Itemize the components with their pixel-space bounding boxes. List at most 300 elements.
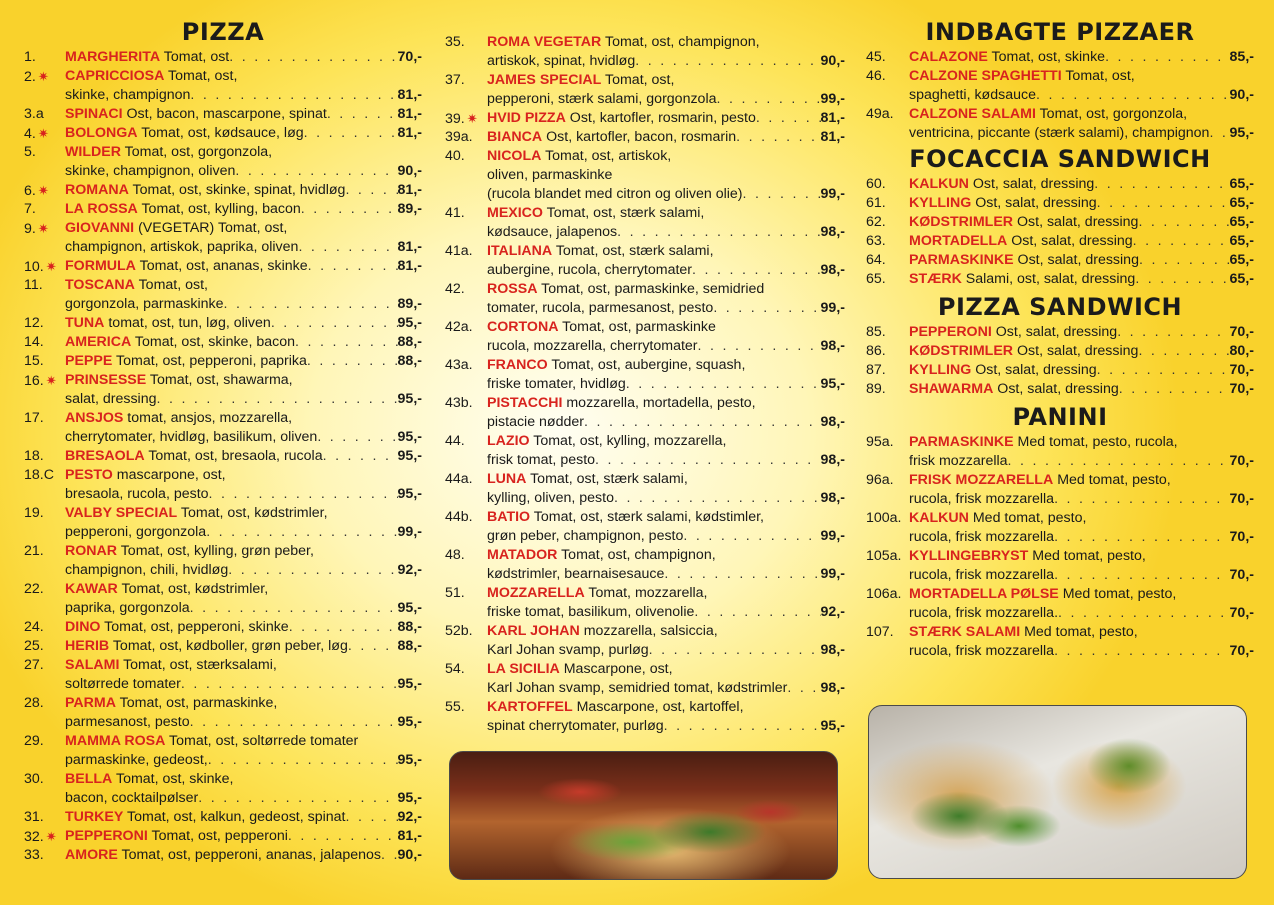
menu-item (445, 622, 845, 660)
item-name: KARL JOHAN (487, 623, 580, 639)
item-line (909, 566, 1254, 585)
item-number (445, 356, 473, 375)
item-line-content (487, 471, 688, 487)
item-line-content (487, 357, 745, 373)
item-line (909, 452, 1254, 471)
item-description: rucola, mozzarella, cherrytomater (487, 338, 698, 354)
item-line (65, 200, 422, 219)
item-line-content (65, 390, 156, 409)
item-line-content (65, 86, 190, 105)
item-name: DINO (65, 619, 101, 635)
item-name: LA SICILIA (487, 661, 560, 677)
item-name: KAWAR (65, 581, 118, 597)
item-description: kødsauce, jalapenos (487, 224, 618, 240)
item-number (24, 181, 49, 201)
item-line (909, 471, 1254, 490)
item-description: Tomat, ost, champignon, (561, 547, 716, 563)
item-name: MORTADELLA PØLSE (909, 586, 1059, 602)
item-line (65, 333, 422, 352)
item-line-content (909, 86, 1036, 105)
item-line (65, 428, 422, 447)
item-line-content (65, 827, 288, 846)
item-number-text: 42a. (445, 319, 473, 335)
item-line-content (909, 361, 1097, 380)
item-price: 99,- (820, 91, 845, 107)
item-name: SALAMI (65, 657, 120, 673)
dot-leader (1058, 604, 1230, 623)
item-line-content (65, 467, 226, 483)
item-price: 92,- (820, 604, 845, 620)
section-heading-panini: PANINI (1012, 403, 1108, 431)
menu-item (866, 585, 1254, 623)
item-name: KARTOFFEL (487, 699, 573, 715)
dot-leader (787, 679, 820, 698)
item-number (866, 361, 886, 380)
item-line (487, 565, 845, 584)
item-line-content (909, 642, 1054, 661)
item-line-content (487, 205, 704, 221)
menu-item (866, 380, 1254, 399)
item-line (65, 447, 422, 466)
item-line (65, 827, 422, 846)
item-description: pistacie nødder (487, 414, 584, 430)
item-name: BELLA (65, 771, 113, 787)
item-line (909, 604, 1254, 623)
dot-leader (301, 200, 398, 219)
item-name: STÆRK (909, 271, 962, 287)
dot-leader (345, 181, 397, 200)
item-number-text: 54. (445, 661, 465, 677)
item-line (909, 380, 1254, 399)
menu-item (445, 71, 845, 109)
item-line-content (487, 52, 635, 71)
item-number-text: 6. (24, 183, 36, 199)
item-description: Tomat, ost, artiskok, (545, 148, 672, 164)
item-line-content (65, 695, 277, 711)
item-line-content (487, 148, 671, 164)
item-line-content (909, 342, 1138, 361)
item-number-text: 7. (24, 201, 36, 217)
item-description: Tomat, ost, stærk salami, (555, 243, 714, 259)
item-description: Tomat, ost, kylling, grøn peber, (120, 543, 314, 559)
menu-item (24, 466, 422, 504)
dot-leader (235, 162, 397, 181)
item-name: ROMANA (65, 182, 129, 198)
item-number-text: 11. (24, 277, 43, 293)
item-number-text: 44b. (445, 509, 473, 525)
item-price: 70,- (1229, 362, 1254, 378)
item-line (487, 71, 845, 90)
item-line-content (487, 261, 692, 280)
item-number-text: 19. (24, 505, 44, 521)
dot-leader (190, 713, 398, 732)
item-description: grøn peber, champignon, pesto (487, 528, 684, 544)
dot-leader (327, 105, 398, 124)
item-name: KALKUN (909, 510, 969, 526)
dot-leader (381, 846, 398, 865)
item-name: STÆRK SALAMI (909, 624, 1021, 640)
item-price: 81,- (397, 106, 422, 122)
item-number (24, 846, 44, 865)
item-price: 95,- (397, 790, 422, 806)
item-line (487, 337, 845, 356)
item-name: CALZONE SPAGHETTI (909, 68, 1062, 84)
item-name: KALKUN (909, 176, 969, 192)
item-description: skinke, champignon, oliven (65, 163, 236, 179)
item-name: VALBY SPECIAL (65, 505, 178, 521)
item-number-text: 106a. (866, 586, 902, 602)
star-icon: ✷ (37, 69, 49, 84)
item-description: frisk tomat, pesto (487, 452, 596, 468)
dot-leader (635, 52, 820, 71)
item-name: CALZONE SALAMI (909, 106, 1036, 122)
item-line-content (65, 105, 327, 124)
dot-leader (694, 603, 820, 622)
item-number (24, 808, 44, 827)
item-number (445, 71, 465, 90)
item-price: 95,- (820, 376, 845, 392)
column-other (866, 18, 1254, 661)
item-description: tomat, ost, tun, løg, oliven (108, 315, 271, 331)
dot-leader (743, 185, 821, 204)
item-number (445, 204, 465, 223)
menu-item (24, 409, 422, 447)
item-line-content (487, 299, 713, 318)
item-line-content (909, 106, 1187, 122)
item-price: 70,- (1229, 453, 1254, 469)
menu-item (866, 433, 1254, 471)
item-line (909, 194, 1254, 213)
item-number-text: 89. (866, 381, 886, 397)
item-line (65, 466, 422, 485)
item-name: ROMA VEGETAR (487, 34, 602, 50)
menu-item (866, 175, 1254, 194)
item-description: Tomat, ost, kødstrimler, (180, 505, 328, 521)
menu-item (24, 846, 422, 865)
menu-item (445, 394, 845, 432)
item-line (909, 48, 1254, 67)
item-line-content (65, 124, 304, 143)
item-description: Tomat, ost, champignon, (604, 34, 760, 50)
item-line (487, 242, 845, 261)
dot-leader (626, 375, 821, 394)
item-line-content (487, 319, 716, 335)
menu-item (445, 147, 845, 204)
item-line-content (909, 232, 1133, 251)
item-number-text: 32. (24, 829, 44, 845)
dot-leader (698, 337, 821, 356)
item-number (24, 656, 44, 675)
item-price: 90,- (397, 163, 422, 179)
star-icon: ✷ (45, 829, 57, 844)
item-price: 99,- (820, 300, 845, 316)
item-description: pepperoni, stærk salami, gorgonzola (487, 91, 717, 107)
item-description: (rucola blandet med citron og oliven olie) (487, 186, 743, 202)
item-number (445, 128, 473, 147)
item-number-text: 55. (445, 699, 465, 715)
item-price: 88,- (397, 353, 422, 369)
item-line-content (65, 220, 287, 236)
item-name: SHAWARMA (909, 381, 994, 397)
dot-leader (181, 675, 398, 694)
item-number (24, 314, 44, 333)
item-price: 81,- (397, 182, 422, 198)
dot-leader (617, 223, 820, 242)
menu-item (445, 356, 845, 394)
item-name: AMERICA (65, 334, 132, 350)
item-price: 89,- (397, 201, 422, 217)
item-number-text: 42. (445, 281, 465, 297)
item-line-content (65, 599, 190, 618)
item-number-text: 43b. (445, 395, 473, 411)
item-description: Tomat, ost, (1065, 68, 1135, 84)
item-number (445, 242, 473, 261)
dot-leader (1209, 124, 1229, 143)
dot-leader (1097, 194, 1230, 213)
dot-leader (713, 299, 820, 318)
item-description: Ost, kartofler, rosmarin, pesto (569, 110, 756, 126)
item-description: Ost, salat, dressing (1017, 343, 1139, 359)
item-number-text: 87. (866, 362, 886, 378)
item-number-text: 18. (24, 448, 44, 464)
item-description: kødstrimler, bearnaisesauce (487, 566, 665, 582)
item-number (24, 580, 44, 599)
dot-leader (206, 523, 397, 542)
item-line (909, 213, 1254, 232)
item-line (65, 181, 422, 200)
item-description: Tomat, ost, parmaskinke (562, 319, 716, 335)
item-description: Tomat, ost, aubergine, squash, (551, 357, 746, 373)
item-price: 89,- (397, 296, 422, 312)
item-price: 65,- (1229, 252, 1254, 268)
item-description: rucola, frisk mozzarella (909, 491, 1055, 507)
menu-list-indbagte (866, 48, 1254, 143)
item-price: 90,- (1229, 87, 1254, 103)
menu-item (24, 219, 422, 257)
item-price: 85,- (1229, 49, 1254, 65)
item-price: 95,- (397, 391, 422, 407)
dot-leader (1097, 361, 1230, 380)
item-line-content (65, 428, 317, 447)
menu-item (866, 623, 1254, 661)
item-line (65, 485, 422, 504)
item-number (24, 143, 36, 162)
item-description: Tomat, ost, gorgonzola, (1039, 106, 1188, 122)
item-price: 95,- (397, 752, 422, 768)
item-number-text: 105a. (866, 548, 902, 564)
item-line-content (909, 323, 1117, 342)
dot-leader (208, 751, 398, 770)
item-description: Tomat, ost, skinke, (115, 771, 234, 787)
item-number (866, 105, 894, 124)
item-number-text: 100a. (866, 510, 902, 526)
item-number-text: 5. (24, 144, 36, 160)
item-line (487, 261, 845, 280)
dot-leader (649, 641, 821, 660)
menu-item (24, 67, 422, 105)
item-number-text: 9. (24, 221, 36, 237)
item-price: 98,- (820, 452, 845, 468)
item-number-text: 48. (445, 547, 465, 563)
item-line-content (65, 447, 323, 466)
section-heading-focaccia: FOCACCIA SANDWICH (909, 145, 1211, 173)
menu-item (445, 470, 845, 508)
item-line (65, 409, 422, 428)
item-number-text: 44. (445, 433, 465, 449)
item-line (65, 599, 422, 618)
item-line-content (65, 751, 208, 770)
item-name: KYLLINGEBRYST (909, 548, 1029, 564)
item-description: mascarpone, ost, (116, 467, 226, 483)
item-number (866, 342, 886, 361)
item-line (487, 318, 845, 337)
item-number-text: 41a. (445, 243, 473, 259)
item-line-content (487, 547, 716, 563)
menu-item (24, 314, 422, 333)
item-price: 81,- (397, 87, 422, 103)
item-line-content (65, 771, 233, 787)
item-line-content (909, 194, 1097, 213)
item-price: 81,- (820, 110, 845, 126)
item-description: frisk mozzarella (909, 453, 1008, 469)
menu-item (445, 698, 845, 736)
item-line (487, 546, 845, 565)
dot-leader (692, 261, 821, 280)
dot-leader (345, 808, 397, 827)
menu-item (866, 67, 1254, 105)
menu-item (445, 109, 845, 128)
item-number-text: 10. (24, 259, 44, 275)
item-number-text: 107. (866, 624, 894, 640)
item-line (65, 257, 422, 276)
item-number (445, 33, 465, 52)
menu-item (445, 584, 845, 622)
item-line (487, 204, 845, 223)
item-line-content (909, 270, 1135, 289)
item-line-content (487, 699, 744, 715)
item-line-content (487, 109, 756, 128)
item-price: 95,- (1229, 125, 1254, 141)
item-description: Tomat, ost (163, 49, 230, 65)
item-number-text: 29. (24, 733, 44, 749)
item-price: 88,- (397, 619, 422, 635)
menu-item (24, 257, 422, 276)
item-number (445, 394, 473, 413)
item-name: FRISK MOZZARELLA (909, 472, 1054, 488)
item-line (65, 276, 422, 295)
item-price: 70,- (1229, 381, 1254, 397)
item-description: (VEGETAR) Tomat, ost, (138, 220, 288, 236)
item-description: oliven, parmaskinke (487, 167, 613, 183)
item-description: ventricina, piccante (stærk salami), champignon (909, 125, 1210, 141)
item-line-content (909, 566, 1054, 585)
item-line (909, 642, 1254, 661)
dot-leader (1054, 490, 1229, 509)
item-description: champignon, chili, hvidløg (65, 562, 229, 578)
item-line-content (65, 543, 314, 559)
item-description: artiskok, spinat, hvidløg (487, 53, 636, 69)
item-number (24, 732, 44, 751)
item-number-text: 63. (866, 233, 886, 249)
item-description: pepperoni, gorgonzola (65, 524, 207, 540)
item-line-content (65, 789, 198, 808)
item-price: 95,- (397, 448, 422, 464)
star-icon: ✷ (466, 111, 478, 126)
item-number-text: 96a. (866, 472, 894, 488)
item-line-content (487, 243, 714, 259)
item-number (866, 213, 886, 232)
item-name: MARGHERITA (65, 49, 161, 65)
item-description: Tomat, ost, skinke, bacon (134, 334, 295, 350)
item-line-content (65, 257, 308, 276)
item-price: 95,- (820, 718, 845, 734)
item-name: BOLONGA (65, 125, 138, 141)
pizza-photo (449, 751, 838, 880)
item-line-content (487, 451, 595, 470)
item-name: KYLLING (909, 195, 972, 211)
item-name: WILDER (65, 144, 121, 160)
menu-item (866, 232, 1254, 251)
item-description: Karl Johan svamp, semidried tomat, kødstrimler (487, 680, 788, 696)
item-price: 98,- (820, 414, 845, 430)
item-line (487, 33, 845, 52)
dot-leader (304, 124, 398, 143)
item-number (866, 67, 886, 86)
item-price: 95,- (397, 429, 422, 445)
item-number-text: 46. (866, 68, 886, 84)
item-description: friske tomater, hvidløg (487, 376, 626, 392)
item-number (24, 466, 54, 485)
item-number (866, 48, 886, 67)
menu-item (866, 509, 1254, 547)
item-number-text: 95a. (866, 434, 894, 450)
menu-list-pizza-continued (445, 33, 845, 736)
menu-item (24, 504, 422, 542)
item-name: MEXICO (487, 205, 543, 221)
item-description: skinke, champignon (65, 87, 191, 103)
item-name: LUNA (487, 471, 527, 487)
section-heading-indbagte: INDBAGTE PIZZAER (925, 18, 1195, 46)
item-number (866, 194, 886, 213)
item-description: Tomat, ost, gorgonzola, (124, 144, 273, 160)
item-description: Tomat, ost, skinke, spinat, hvidløg (132, 182, 346, 198)
item-number (866, 380, 886, 399)
item-number-text: 86. (866, 343, 886, 359)
item-number-text: 35. (445, 34, 465, 50)
item-line-content (65, 352, 307, 371)
item-line-content (65, 68, 237, 84)
item-description: Tomat, ost, pepperoni, ananas, jalapenos (121, 847, 381, 863)
item-line-content (909, 213, 1138, 232)
item-description: friske tomat, basilikum, olivenolie (487, 604, 695, 620)
item-name: FRANCO (487, 357, 548, 373)
item-line (65, 523, 422, 542)
dot-leader (664, 717, 821, 736)
item-name: MOZZARELLA (487, 585, 585, 601)
item-name: NICOLA (487, 148, 542, 164)
item-line-content (487, 72, 674, 88)
item-description: Tomat, ost, kylling, bacon (141, 201, 301, 217)
item-description: parmaskinke, gedeost, (65, 752, 208, 768)
item-line (487, 451, 845, 470)
dot-leader (224, 295, 398, 314)
item-number-text: 2. (24, 69, 36, 85)
item-line-content (65, 181, 345, 200)
item-name: LA ROSSA (65, 201, 138, 217)
item-price: 81,- (820, 129, 845, 145)
item-line-content (487, 128, 736, 147)
item-price: 65,- (1229, 214, 1254, 230)
